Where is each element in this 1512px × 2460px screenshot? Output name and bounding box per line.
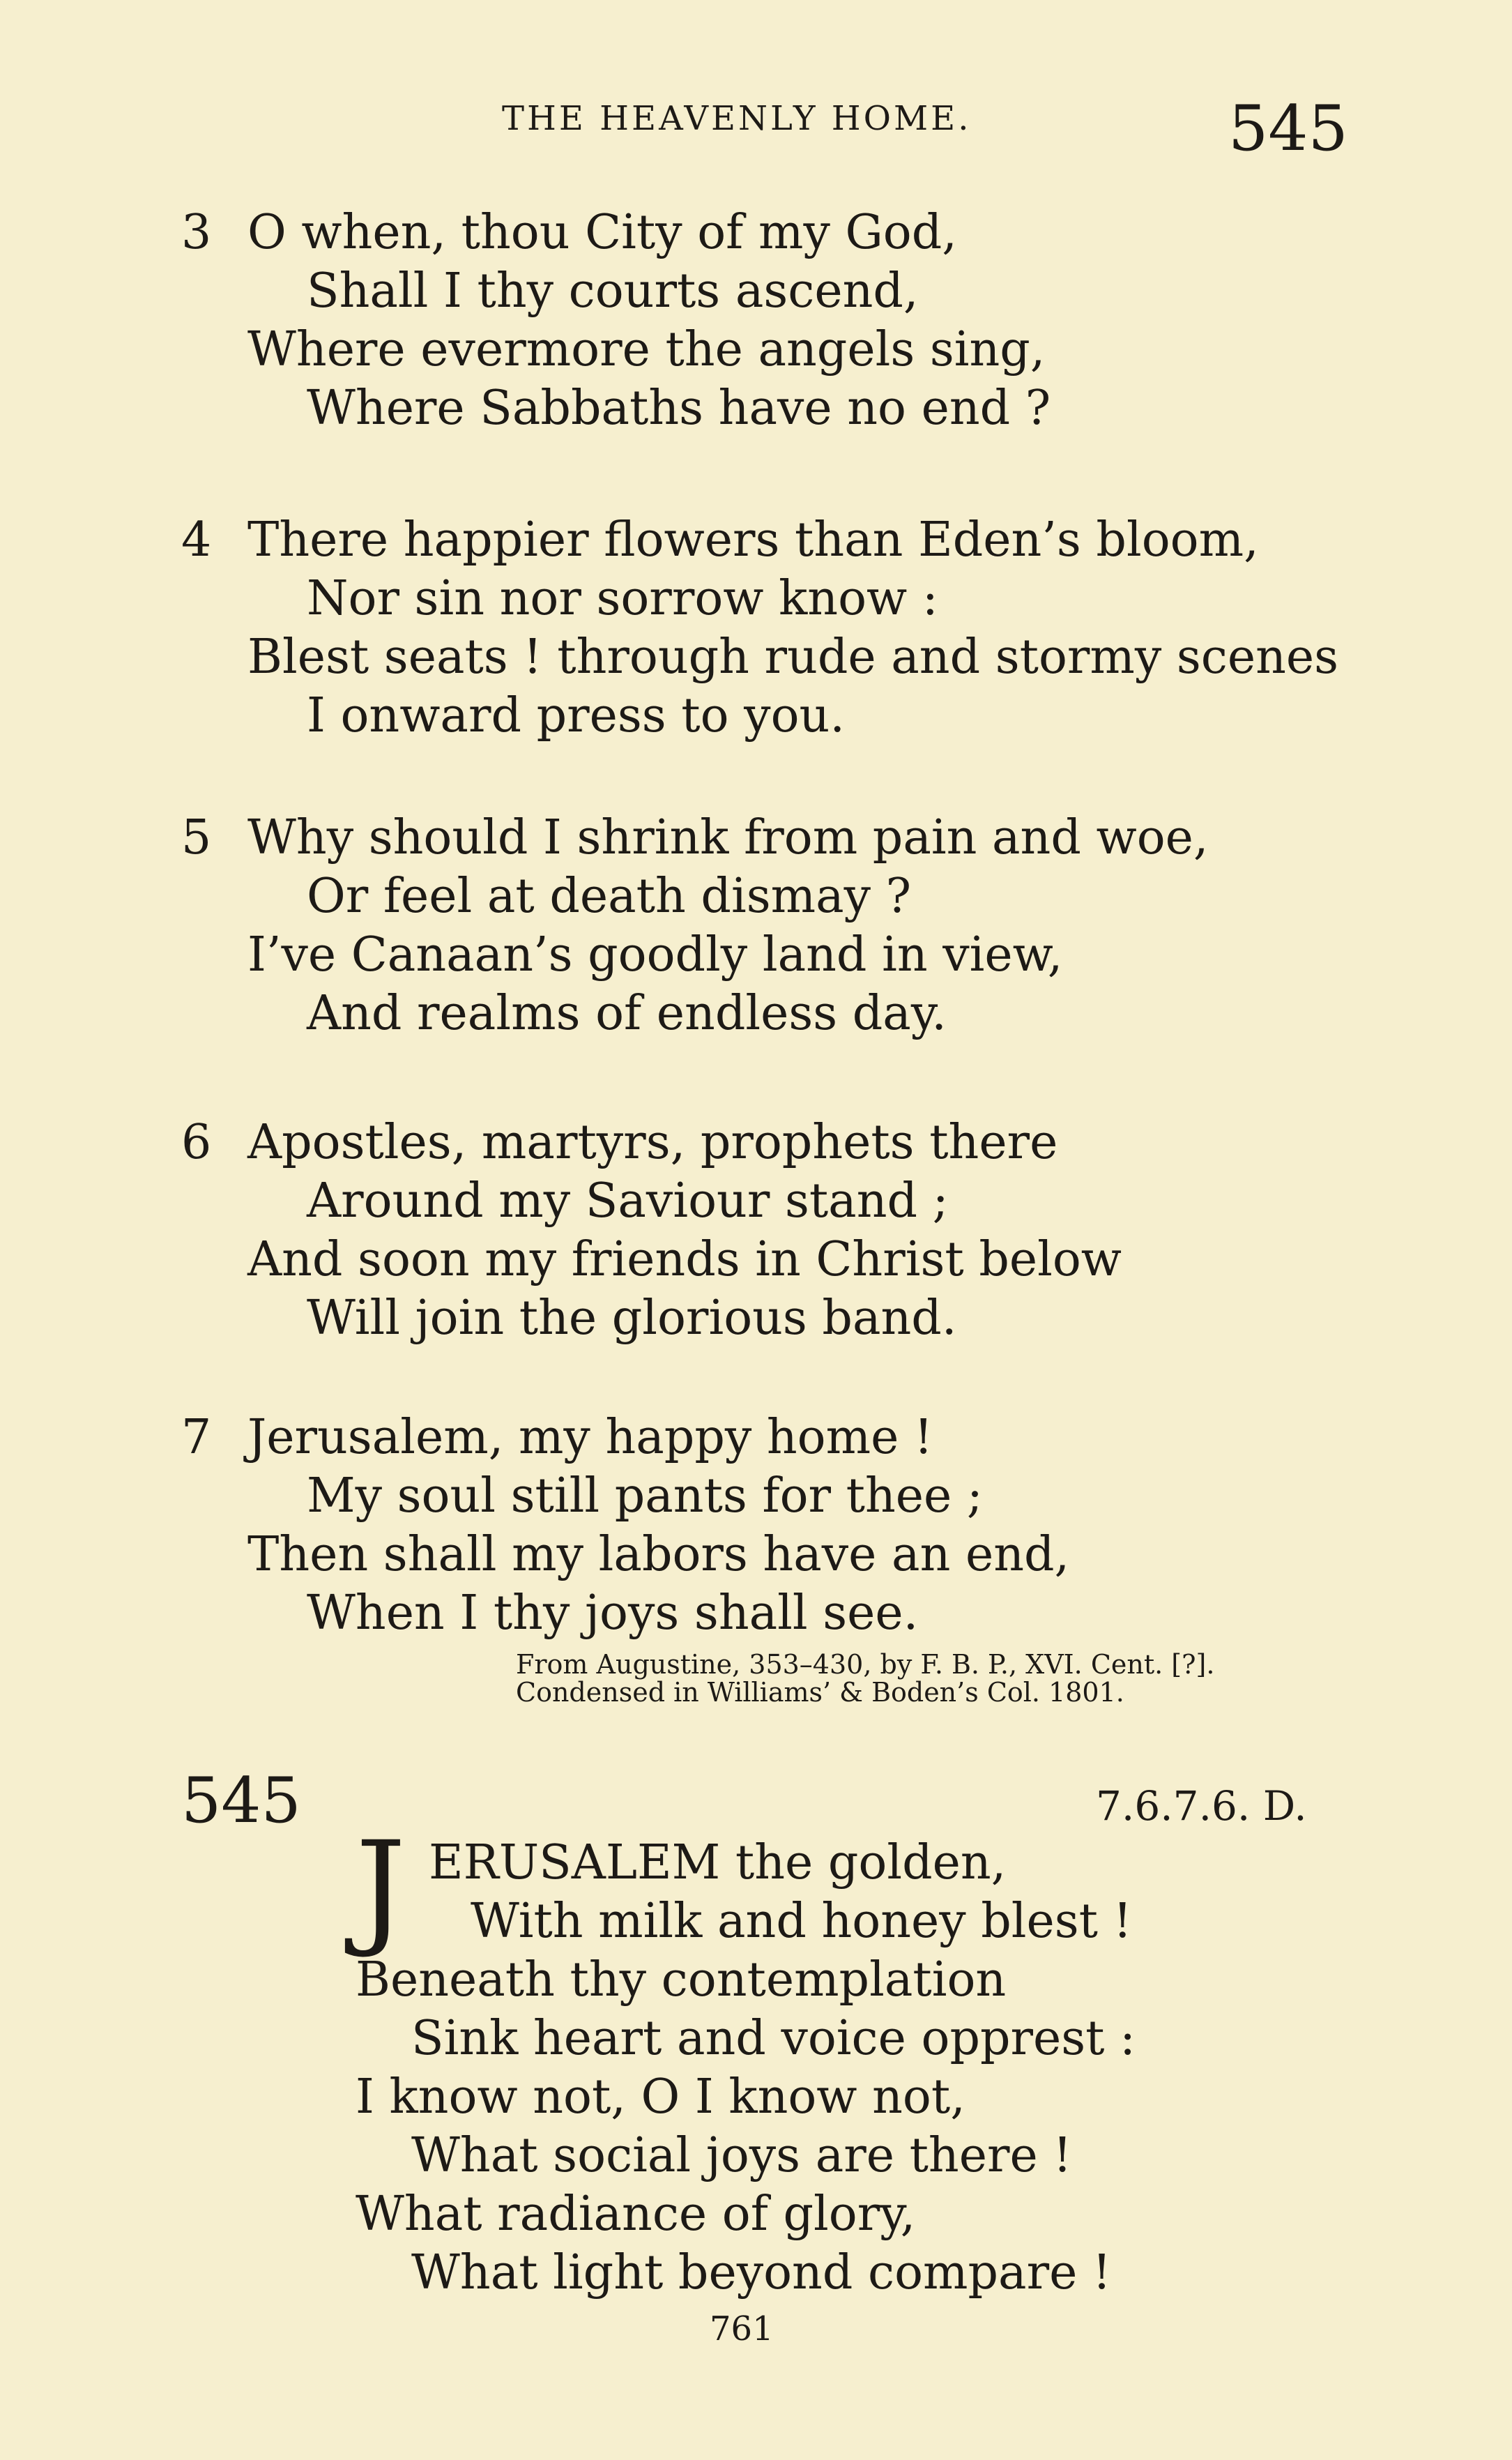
- stanza-7: [181, 1409, 1366, 1643]
- stanza-5: [181, 809, 1366, 1043]
- stanza-line: My soul still pants for thee ;: [307, 1468, 983, 1524]
- verse-line: With milk and honey blest !: [471, 1894, 1132, 1949]
- stanza-4: [181, 511, 1366, 745]
- hymn-verse: [0, 1815, 1185, 2302]
- verse-line: ERUSALEM the golden,: [429, 1835, 1007, 1890]
- stanza-line: Blest seats ! through rude and stormy scenes: [247, 630, 1339, 685]
- stanza-number: 7: [181, 1410, 212, 1465]
- stanza-line: 5 Why should I shrink from pain and woe,: [181, 809, 1366, 867]
- hymn-number: 545: [181, 1764, 301, 1837]
- stanza-6: [181, 1114, 1366, 1348]
- attribution-line: From Augustine, 353–430, by F. B. P., XVI. Cent. [?].: [516, 1649, 1215, 1680]
- stanza-number: 6: [181, 1115, 212, 1170]
- running-header-page-number: 545: [1228, 92, 1348, 165]
- stanza-line: 4 There happier flowers than Eden’s bloom,: [181, 511, 1366, 570]
- verse-line: What radiance of glory,: [356, 2187, 916, 2242]
- stanza-line: Where Sabbaths have no end ?: [307, 381, 1051, 436]
- verse-line: What light beyond compare !: [411, 2245, 1112, 2300]
- stanza-line: Where evermore the angels sing,: [247, 322, 1046, 377]
- verse-line: What social joys are there !: [411, 2128, 1072, 2183]
- stanza-line: Nor sin nor sorrow know :: [307, 571, 938, 626]
- stanza-line: Will join the glorious band.: [307, 1291, 957, 1346]
- stanza-line: Shall I thy courts ascend,: [307, 264, 919, 319]
- stanza-line: 3 O when, thou City of my God,: [181, 204, 1366, 262]
- drop-cap-letter: J: [356, 1815, 406, 1961]
- attribution-line: Condensed in Williams’ & Boden’s Col. 1801.: [516, 1677, 1124, 1708]
- stanza-line: Or feel at death dismay ?: [307, 869, 912, 924]
- stanza-line: And soon my friends in Christ below: [247, 1232, 1122, 1287]
- stanza-line: I’ve Canaan’s goodly land in view,: [247, 927, 1063, 982]
- stanza-3: [181, 204, 1366, 438]
- verse-line: Sink heart and voice opprest :: [411, 2011, 1136, 2066]
- verse-line: Beneath thy contemplation: [356, 1952, 1007, 2007]
- stanza-line: When I thy joys shall see.: [307, 1586, 919, 1641]
- hymn-meter: 7.6.7.6. D.: [1096, 1782, 1307, 1830]
- footer-page-number: 761: [710, 2309, 774, 2348]
- stanza-line: 6 Apostles, martyrs, prophets there: [181, 1114, 1366, 1172]
- stanza-line: I onward press to you.: [307, 688, 845, 743]
- verse-line: I know not, O I know not,: [356, 2070, 965, 2125]
- stanza-number: 3: [181, 205, 212, 260]
- running-header-title: THE HEAVENLY HOME.: [502, 99, 972, 138]
- stanza-number: 4: [181, 512, 212, 568]
- stanza-line: Around my Saviour stand ;: [307, 1174, 949, 1229]
- stanza-line: 7 Jerusalem, my happy home !: [181, 1409, 1366, 1467]
- stanza-number: 5: [181, 810, 212, 865]
- stanza-line: And realms of endless day.: [307, 986, 947, 1041]
- hymn-attribution: [516, 1650, 1214, 1706]
- stanza-line: Then shall my labors have an end,: [247, 1527, 1070, 1582]
